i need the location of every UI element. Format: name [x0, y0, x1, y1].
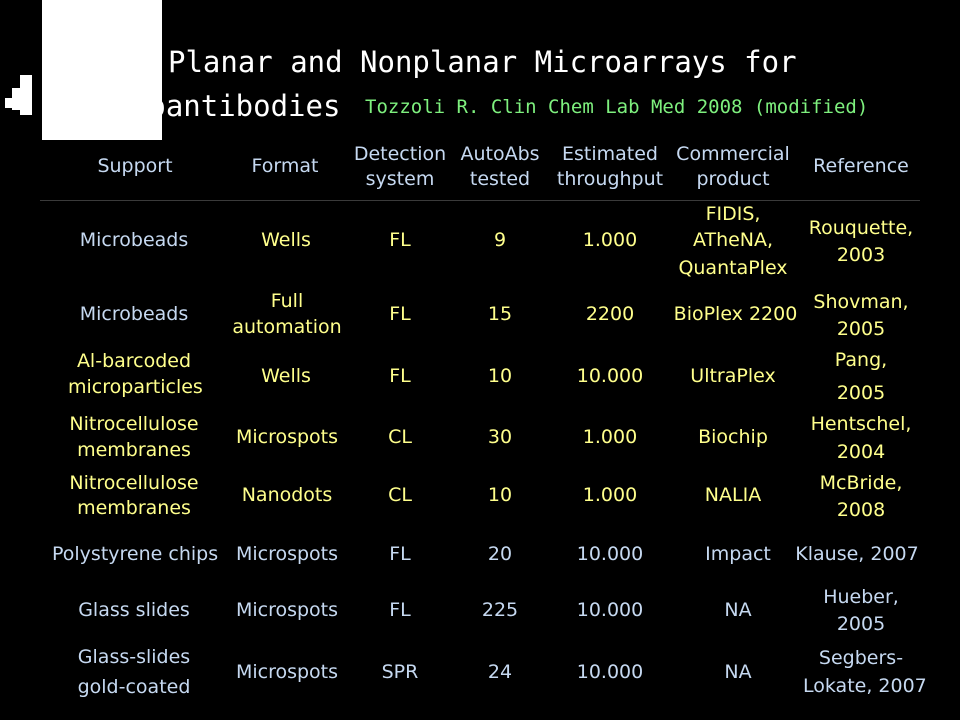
cell-reference-1: Shovman,: [813, 291, 909, 313]
cell-autoabs: 30: [487, 426, 513, 448]
cell-reference-2: 2008: [836, 499, 886, 521]
cell-throughput: 10.000: [576, 543, 644, 565]
cell-product: NA: [724, 599, 752, 621]
cell-reference-1: Rouquette,: [808, 217, 914, 239]
cell-reference-2: Lokate, 2007: [803, 675, 927, 697]
cell-format-1: Full: [270, 290, 304, 312]
cell-support: Polystyrene chips: [52, 543, 219, 565]
cell-reference-1: Segbers-: [818, 647, 904, 669]
citation: Tozzoli R. Clin Chem Lab Med 2008 (modified): [365, 96, 869, 118]
header-commercial-1: Commercial: [676, 143, 790, 165]
cell-format: Wells: [261, 229, 311, 251]
cell-reference-2: 2005: [836, 382, 886, 404]
header-format: Format: [251, 155, 319, 177]
cell-throughput: 1.000: [582, 229, 638, 251]
divider: [40, 200, 920, 201]
cell-throughput: 1.000: [582, 484, 638, 506]
cell-detection: FL: [389, 365, 411, 387]
header-detection-1: Detection: [353, 143, 447, 165]
header-autoabs-1: AutoAbs: [460, 143, 540, 165]
cell-reference-2: 2005: [836, 318, 886, 340]
header-commercial-2: product: [696, 168, 770, 190]
cell-support-1: Nitrocellulose: [69, 413, 199, 435]
cell-reference-2: 2003: [836, 244, 886, 266]
cell-support-2: membranes: [77, 439, 191, 461]
cell-support: Microbeads: [79, 229, 189, 251]
cell-throughput: 10.000: [576, 661, 644, 683]
cell-autoabs: 15: [487, 303, 513, 325]
cell-autoabs: 10: [487, 365, 513, 387]
cell-support: Microbeads: [79, 303, 189, 325]
cell-format: Microspots: [235, 543, 339, 565]
cell-format: Wells: [261, 365, 311, 387]
cell-product: UltraPlex: [690, 365, 776, 387]
header-autoabs-2: tested: [469, 168, 531, 190]
cell-detection: FL: [389, 229, 411, 251]
slide-title-line1: Planar and Nonplanar Microarrays for: [168, 45, 797, 79]
cell-format-2: automation: [232, 316, 342, 338]
cell-product: BioPlex 2200: [673, 303, 798, 325]
cell-support-1: Glass-slides: [77, 646, 191, 668]
cell-format: Nanodots: [241, 484, 333, 506]
cell-product-2: AThеNA,: [692, 229, 774, 251]
header-reference: Reference: [813, 155, 909, 177]
cell-support-1: Nitrocellulose: [69, 472, 199, 494]
cell-format: Microspots: [235, 661, 339, 683]
cell-product: Impact: [705, 543, 771, 565]
cell-support-2: membranes: [77, 497, 191, 519]
cell-support: Glass slides: [78, 599, 190, 621]
cell-support-2: microparticles: [68, 376, 203, 398]
cell-reference-2: 2004: [836, 441, 886, 463]
cell-autoabs: 10: [487, 484, 513, 506]
cell-autoabs: 9: [493, 229, 507, 251]
cell-detection: FL: [389, 543, 411, 565]
cell-reference-1: McBride,: [819, 472, 903, 494]
cell-throughput: 1.000: [582, 426, 638, 448]
header-detection-2: system: [365, 168, 435, 190]
header-throughput-2: throughput: [556, 168, 664, 190]
cell-reference-1: Hentschel,: [810, 413, 912, 435]
cell-detection: CL: [388, 426, 412, 448]
cell-product: Biochip: [698, 426, 768, 448]
cell-reference-2: 2005: [836, 613, 886, 635]
header-throughput-1: Estimated: [562, 143, 658, 165]
cell-throughput: 10.000: [576, 599, 644, 621]
cell-detection: FL: [389, 303, 411, 325]
cell-product: NALIA: [704, 484, 762, 506]
cell-support-2: gold-coated: [77, 676, 191, 698]
cell-reference: Klause, 2007: [795, 543, 919, 565]
cell-product-1: FIDIS,: [705, 203, 761, 225]
slide-title-line2: Autoantibodies: [96, 89, 341, 123]
cell-detection: SPR: [381, 661, 419, 683]
cell-product-3: QuantaPlex: [678, 257, 788, 279]
cell-product: NA: [724, 661, 752, 683]
cell-throughput: 2200: [585, 303, 635, 325]
cell-format: Microspots: [235, 426, 339, 448]
cell-autoabs: 20: [487, 543, 513, 565]
cell-reference-1: Pang,: [834, 349, 888, 371]
cell-support-1: Al-barcoded: [76, 350, 192, 372]
cell-throughput: 10.000: [576, 365, 644, 387]
cell-detection: FL: [389, 599, 411, 621]
cell-autoabs: 225: [481, 599, 519, 621]
cell-autoabs: 24: [487, 661, 513, 683]
header-support: Support: [97, 155, 173, 177]
cell-format: Microspots: [235, 599, 339, 621]
cell-detection: CL: [388, 484, 412, 506]
cell-reference-1: Hueber,: [823, 586, 899, 608]
